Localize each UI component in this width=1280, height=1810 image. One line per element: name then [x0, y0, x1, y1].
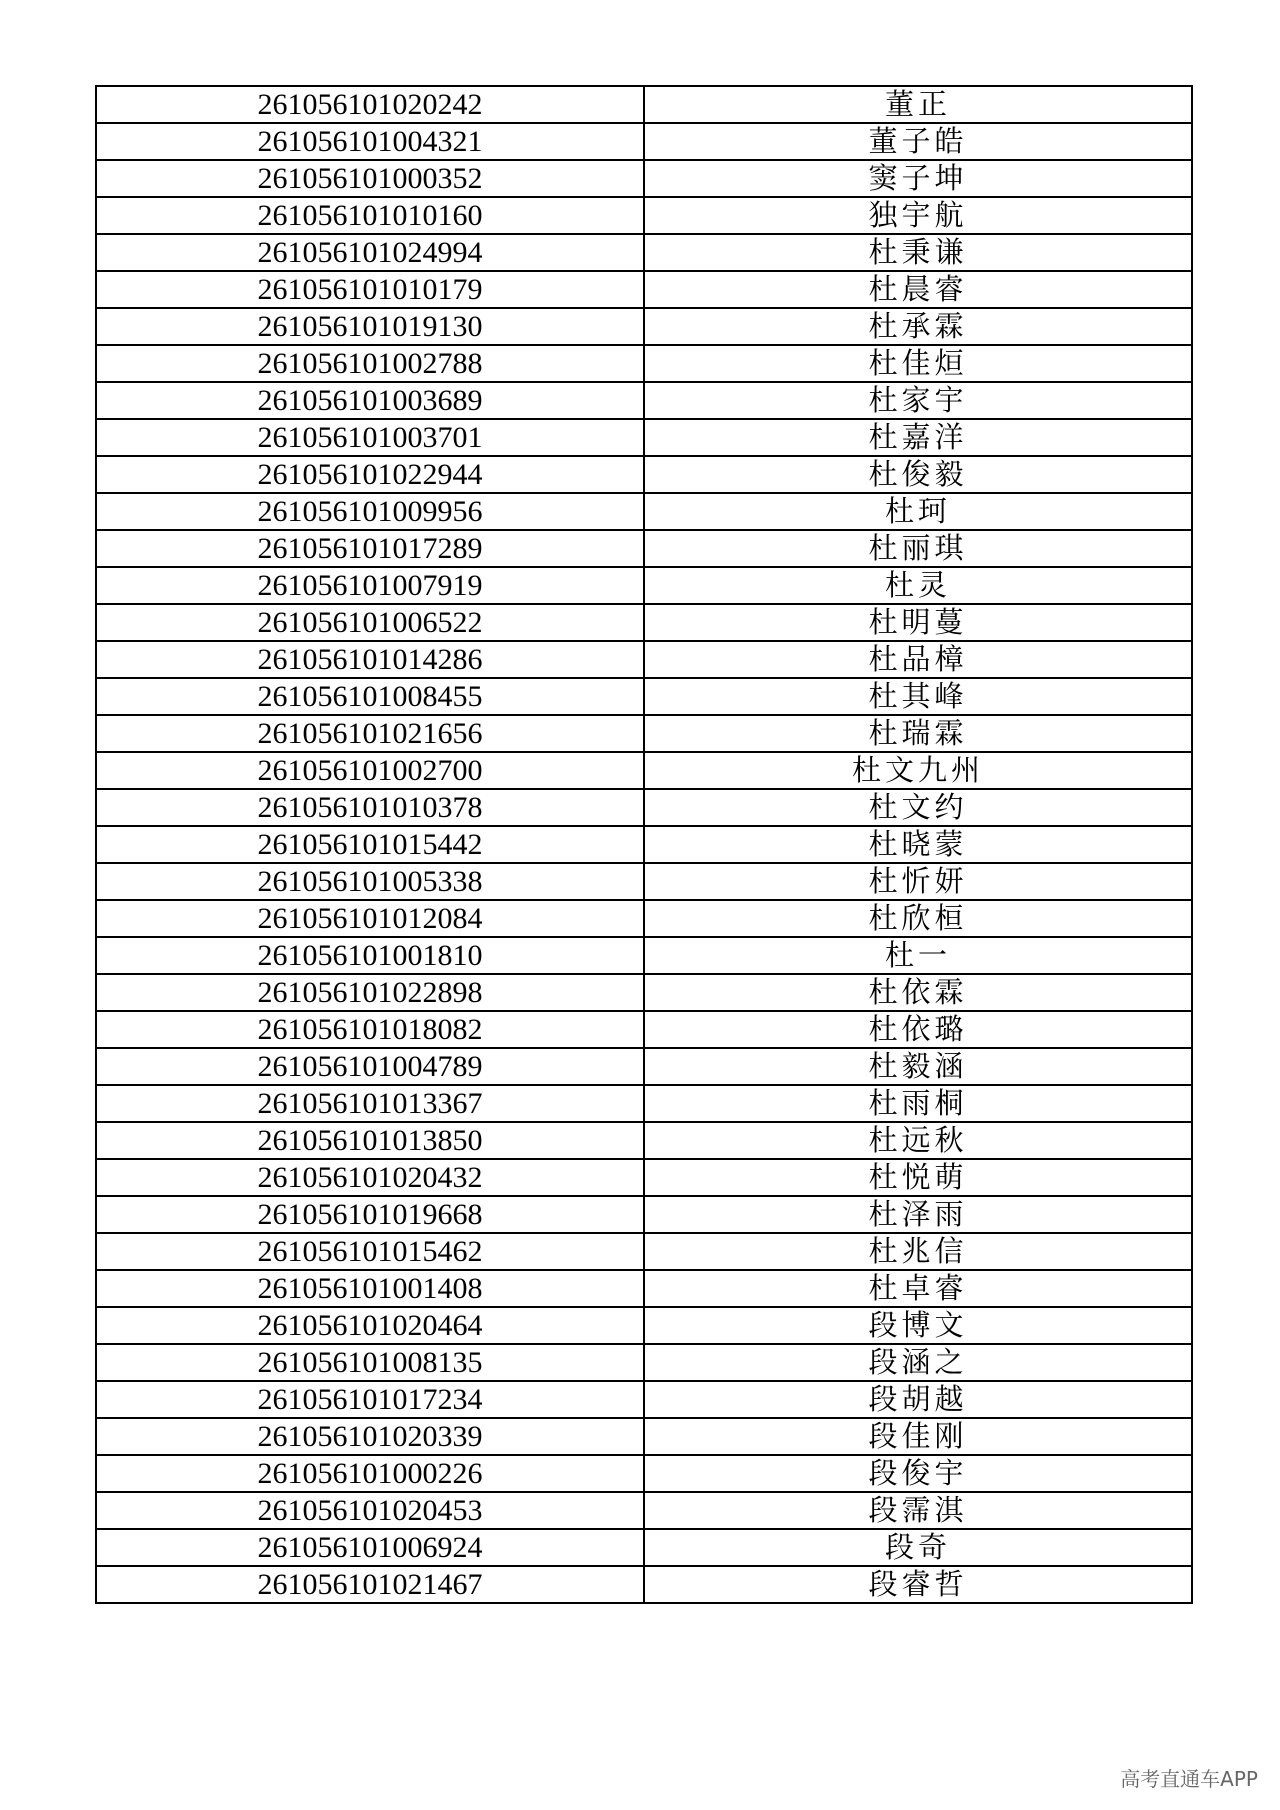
candidate-name-cell: 董正 [644, 86, 1192, 123]
candidate-name-cell: 杜俊毅 [644, 456, 1192, 493]
table-row [96, 863, 1192, 900]
candidate-id-cell: 261056101002788 [96, 345, 644, 382]
candidate-name-cell: 杜佳烜 [644, 345, 1192, 382]
table-row [96, 1011, 1192, 1048]
candidate-name-cell: 杜欣桓 [644, 900, 1192, 937]
candidate-name-cell: 杜珂 [644, 493, 1192, 530]
table-row [96, 1492, 1192, 1529]
candidate-id-cell: 261056101006924 [96, 1529, 644, 1566]
table-row [96, 715, 1192, 752]
table-row [96, 160, 1192, 197]
candidate-name-cell: 段佳刚 [644, 1418, 1192, 1455]
table-row [96, 493, 1192, 530]
candidate-name-cell: 段奇 [644, 1529, 1192, 1566]
candidate-id-cell: 261056101005338 [96, 863, 644, 900]
candidate-name-cell: 段博文 [644, 1307, 1192, 1344]
candidate-name-cell: 董子皓 [644, 123, 1192, 160]
table-row [96, 1048, 1192, 1085]
candidate-id-cell: 261056101013850 [96, 1122, 644, 1159]
table-row [96, 1529, 1192, 1566]
watermark-text: 高考直通车APP [1120, 1767, 1258, 1791]
table-row [96, 1196, 1192, 1233]
candidate-name-cell: 杜明蔓 [644, 604, 1192, 641]
table-row [96, 197, 1192, 234]
candidate-name-cell: 杜晨睿 [644, 271, 1192, 308]
table-row [96, 1455, 1192, 1492]
table-row [96, 456, 1192, 493]
candidate-id-cell: 261056101021467 [96, 1566, 644, 1603]
candidate-id-cell: 261056101001810 [96, 937, 644, 974]
table-row [96, 1307, 1192, 1344]
candidate-name-cell: 杜晓蒙 [644, 826, 1192, 863]
candidate-name-cell: 杜兆信 [644, 1233, 1192, 1270]
candidate-id-cell: 261056101006522 [96, 604, 644, 641]
table-body [96, 86, 1192, 1603]
candidate-name-cell: 杜瑞霖 [644, 715, 1192, 752]
candidate-id-cell: 261056101015462 [96, 1233, 644, 1270]
candidate-name-cell: 杜悦萌 [644, 1159, 1192, 1196]
candidate-id-cell: 261056101017234 [96, 1381, 644, 1418]
candidate-id-cell: 261056101000226 [96, 1455, 644, 1492]
candidate-name-cell: 杜品樟 [644, 641, 1192, 678]
candidate-name-cell: 段俊宇 [644, 1455, 1192, 1492]
candidate-name-cell: 杜文约 [644, 789, 1192, 826]
name-list-table [95, 85, 1193, 1604]
table-row [96, 530, 1192, 567]
table-row [96, 752, 1192, 789]
table-row [96, 271, 1192, 308]
candidate-id-cell: 261056101012084 [96, 900, 644, 937]
candidate-name-cell: 杜毅涵 [644, 1048, 1192, 1085]
table-row [96, 1122, 1192, 1159]
candidate-name-cell: 杜泽雨 [644, 1196, 1192, 1233]
table-row [96, 789, 1192, 826]
table-row [96, 567, 1192, 604]
candidate-id-cell: 261056101013367 [96, 1085, 644, 1122]
table-row [96, 86, 1192, 123]
candidate-id-cell: 261056101020242 [96, 86, 644, 123]
table-row [96, 1566, 1192, 1603]
table-row [96, 826, 1192, 863]
name-list-table-wrapper [95, 85, 1191, 1604]
table-row [96, 678, 1192, 715]
table-row [96, 604, 1192, 641]
candidate-name-cell: 段涵之 [644, 1344, 1192, 1381]
table-row [96, 641, 1192, 678]
table-row [96, 419, 1192, 456]
candidate-name-cell: 段胡越 [644, 1381, 1192, 1418]
candidate-id-cell: 261056101020339 [96, 1418, 644, 1455]
candidate-name-cell: 杜依霖 [644, 974, 1192, 1011]
table-row [96, 382, 1192, 419]
table-row [96, 937, 1192, 974]
candidate-id-cell: 261056101004789 [96, 1048, 644, 1085]
candidate-name-cell: 杜嘉洋 [644, 419, 1192, 456]
table-row [96, 308, 1192, 345]
table-row [96, 123, 1192, 160]
candidate-id-cell: 261056101002700 [96, 752, 644, 789]
candidate-name-cell: 杜秉谦 [644, 234, 1192, 271]
candidate-name-cell: 杜承霖 [644, 308, 1192, 345]
candidate-name-cell: 杜忻妍 [644, 863, 1192, 900]
candidate-id-cell: 261056101017289 [96, 530, 644, 567]
candidate-id-cell: 261056101020432 [96, 1159, 644, 1196]
candidate-id-cell: 261056101008135 [96, 1344, 644, 1381]
table-row [96, 345, 1192, 382]
candidate-id-cell: 261056101010378 [96, 789, 644, 826]
candidate-id-cell: 261056101018082 [96, 1011, 644, 1048]
candidate-id-cell: 261056101021656 [96, 715, 644, 752]
candidate-id-cell: 261056101014286 [96, 641, 644, 678]
table-row [96, 1085, 1192, 1122]
candidate-name-cell: 杜卓睿 [644, 1270, 1192, 1307]
table-row [96, 1344, 1192, 1381]
candidate-id-cell: 261056101015442 [96, 826, 644, 863]
candidate-name-cell: 杜文九州 [644, 752, 1192, 789]
candidate-id-cell: 261056101003701 [96, 419, 644, 456]
candidate-name-cell: 杜家宇 [644, 382, 1192, 419]
candidate-id-cell: 261056101003689 [96, 382, 644, 419]
candidate-id-cell: 261056101009956 [96, 493, 644, 530]
candidate-id-cell: 261056101008455 [96, 678, 644, 715]
candidate-name-cell: 独宇航 [644, 197, 1192, 234]
candidate-name-cell: 杜雨桐 [644, 1085, 1192, 1122]
candidate-id-cell: 261056101019130 [96, 308, 644, 345]
candidate-id-cell: 261056101019668 [96, 1196, 644, 1233]
candidate-name-cell: 杜其峰 [644, 678, 1192, 715]
candidate-id-cell: 261056101022944 [96, 456, 644, 493]
candidate-id-cell: 261056101001408 [96, 1270, 644, 1307]
table-row [96, 974, 1192, 1011]
candidate-id-cell: 261056101022898 [96, 974, 644, 1011]
candidate-name-cell: 杜远秋 [644, 1122, 1192, 1159]
table-row [96, 1381, 1192, 1418]
table-row [96, 1418, 1192, 1455]
table-row [96, 1270, 1192, 1307]
table-row [96, 1233, 1192, 1270]
candidate-name-cell: 杜灵 [644, 567, 1192, 604]
candidate-name-cell: 段霈淇 [644, 1492, 1192, 1529]
candidate-id-cell: 261056101010160 [96, 197, 644, 234]
table-row [96, 234, 1192, 271]
candidate-id-cell: 261056101010179 [96, 271, 644, 308]
candidate-name-cell: 窦子坤 [644, 160, 1192, 197]
candidate-id-cell: 261056101020464 [96, 1307, 644, 1344]
candidate-id-cell: 261056101020453 [96, 1492, 644, 1529]
table-row [96, 900, 1192, 937]
candidate-id-cell: 261056101007919 [96, 567, 644, 604]
candidate-name-cell: 杜依璐 [644, 1011, 1192, 1048]
candidate-name-cell: 杜一 [644, 937, 1192, 974]
table-row [96, 1159, 1192, 1196]
candidate-id-cell: 261056101004321 [96, 123, 644, 160]
candidate-id-cell: 261056101024994 [96, 234, 644, 271]
candidate-id-cell: 261056101000352 [96, 160, 644, 197]
candidate-name-cell: 段睿哲 [644, 1566, 1192, 1603]
candidate-name-cell: 杜丽琪 [644, 530, 1192, 567]
